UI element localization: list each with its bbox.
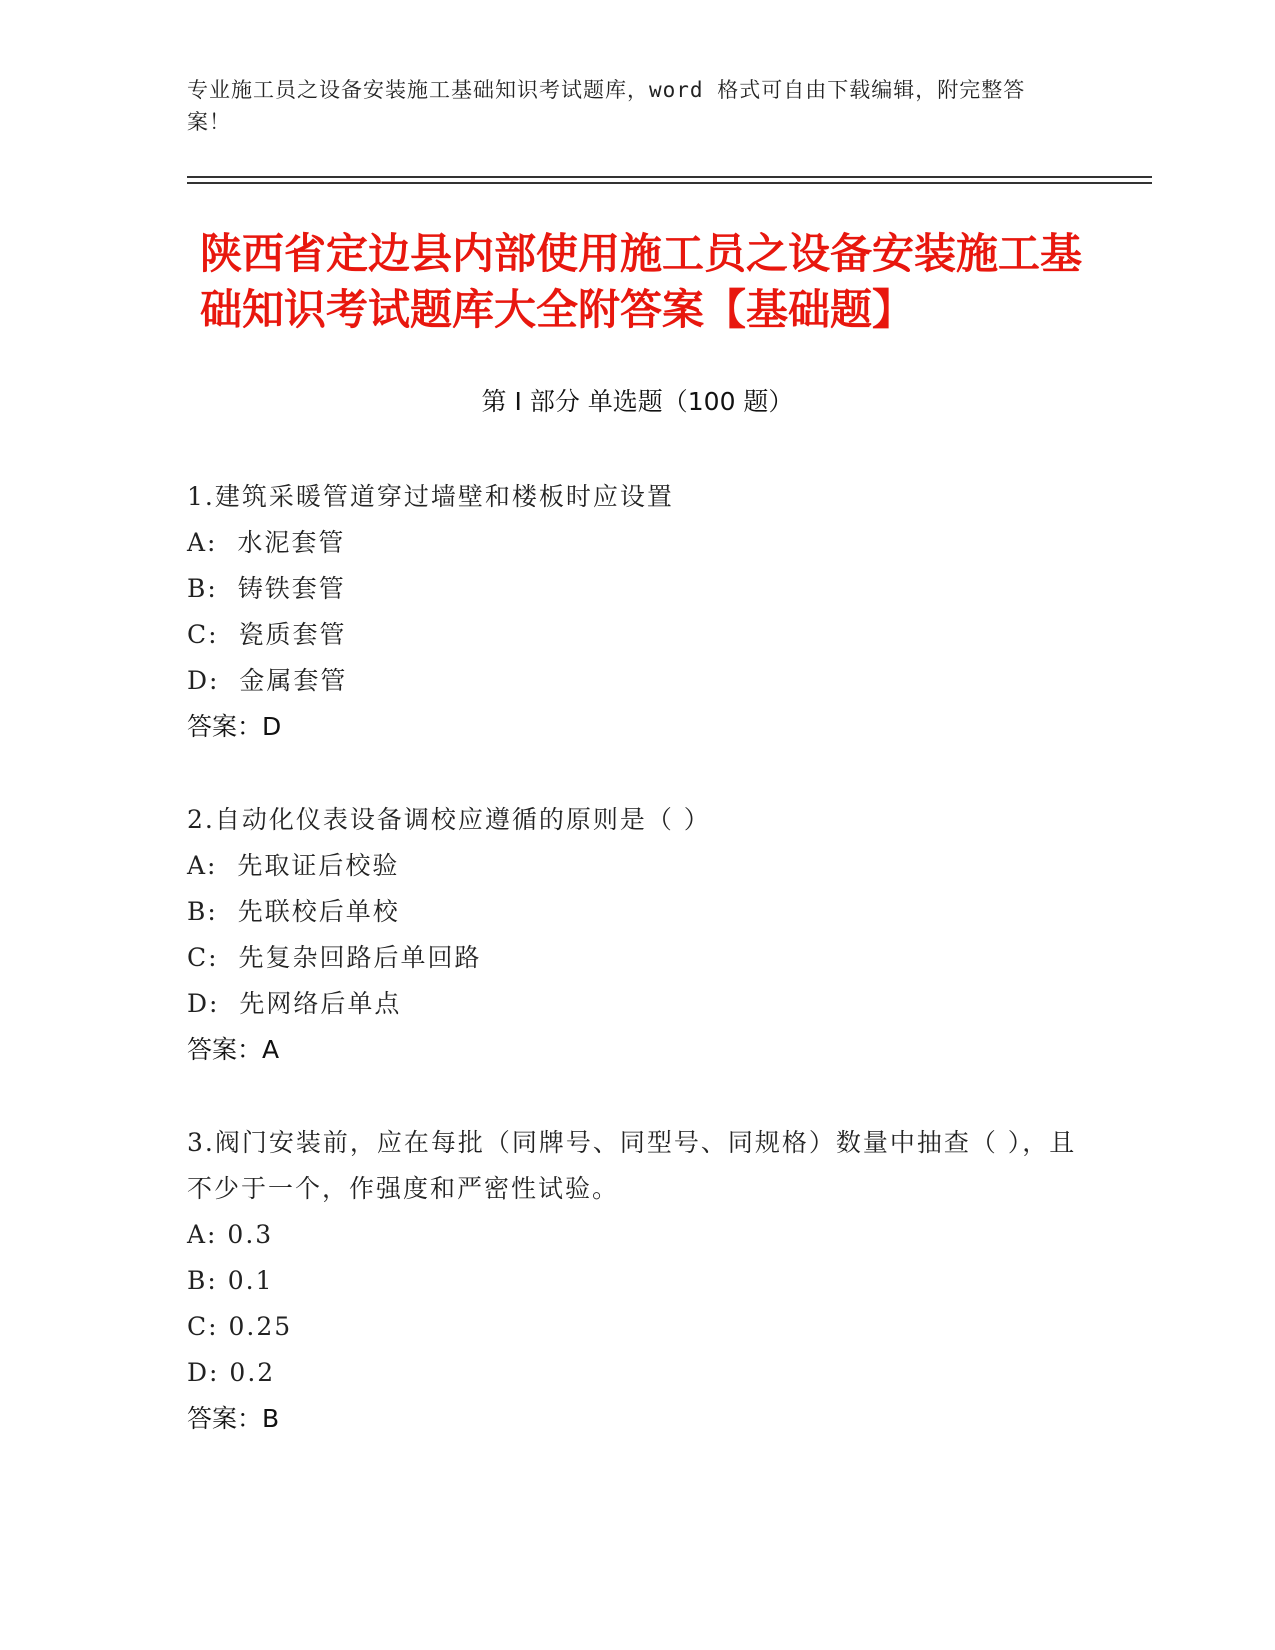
- document-title: 陕西省定边县内部使用施工员之设备安装施工基础知识考试题库大全附答案【基础题】: [200, 229, 1083, 334]
- option-c: C: 先复杂回路后单回路: [187, 943, 482, 972]
- question-stem: 2.自动化仪表设备调校应遵循的原则是（ ）: [187, 805, 711, 834]
- option-d: D: 0.2: [187, 1358, 276, 1387]
- header-divider-top: [187, 176, 1152, 178]
- option-d: D: 先网络后单点: [187, 989, 402, 1018]
- option-a: A: 水泥套管: [187, 528, 346, 557]
- question-item: [187, 474, 1087, 750]
- option-b: B: 0.1: [187, 1266, 274, 1295]
- option-b: B: 铸铁套管: [187, 574, 346, 603]
- question-item: [187, 1120, 1087, 1442]
- answer-line: 答案：D: [187, 712, 282, 741]
- question-stem: 1.建筑采暖管道穿过墙壁和楼板时应设置: [187, 482, 674, 511]
- header-note: 专业施工员之设备安装施工基础知识考试题库，word 格式可自由下载编辑，附完整答案！: [187, 78, 1026, 134]
- option-a: A: 0.3: [187, 1220, 274, 1249]
- option-c: C: 0.25: [187, 1312, 293, 1341]
- section-heading: 第 I 部分 单选题（100 题）: [481, 387, 794, 416]
- option-b: B: 先联校后单校: [187, 897, 400, 926]
- question-list: [187, 474, 1087, 1489]
- header-divider-bottom: [187, 182, 1152, 184]
- option-d: D: 金属套管: [187, 666, 348, 695]
- answer-line: 答案：A: [187, 1035, 280, 1064]
- question-stem: 3.阀门安装前，应在每批（同牌号、同型号、同规格）数量中抽查（ ），且不少于一个，作强度和严密性试验。: [187, 1128, 1077, 1203]
- option-c: C: 瓷质套管: [187, 620, 347, 649]
- question-item: [187, 797, 1087, 1073]
- answer-line: 答案：B: [187, 1404, 280, 1433]
- option-a: A: 先取证后校验: [187, 851, 400, 880]
